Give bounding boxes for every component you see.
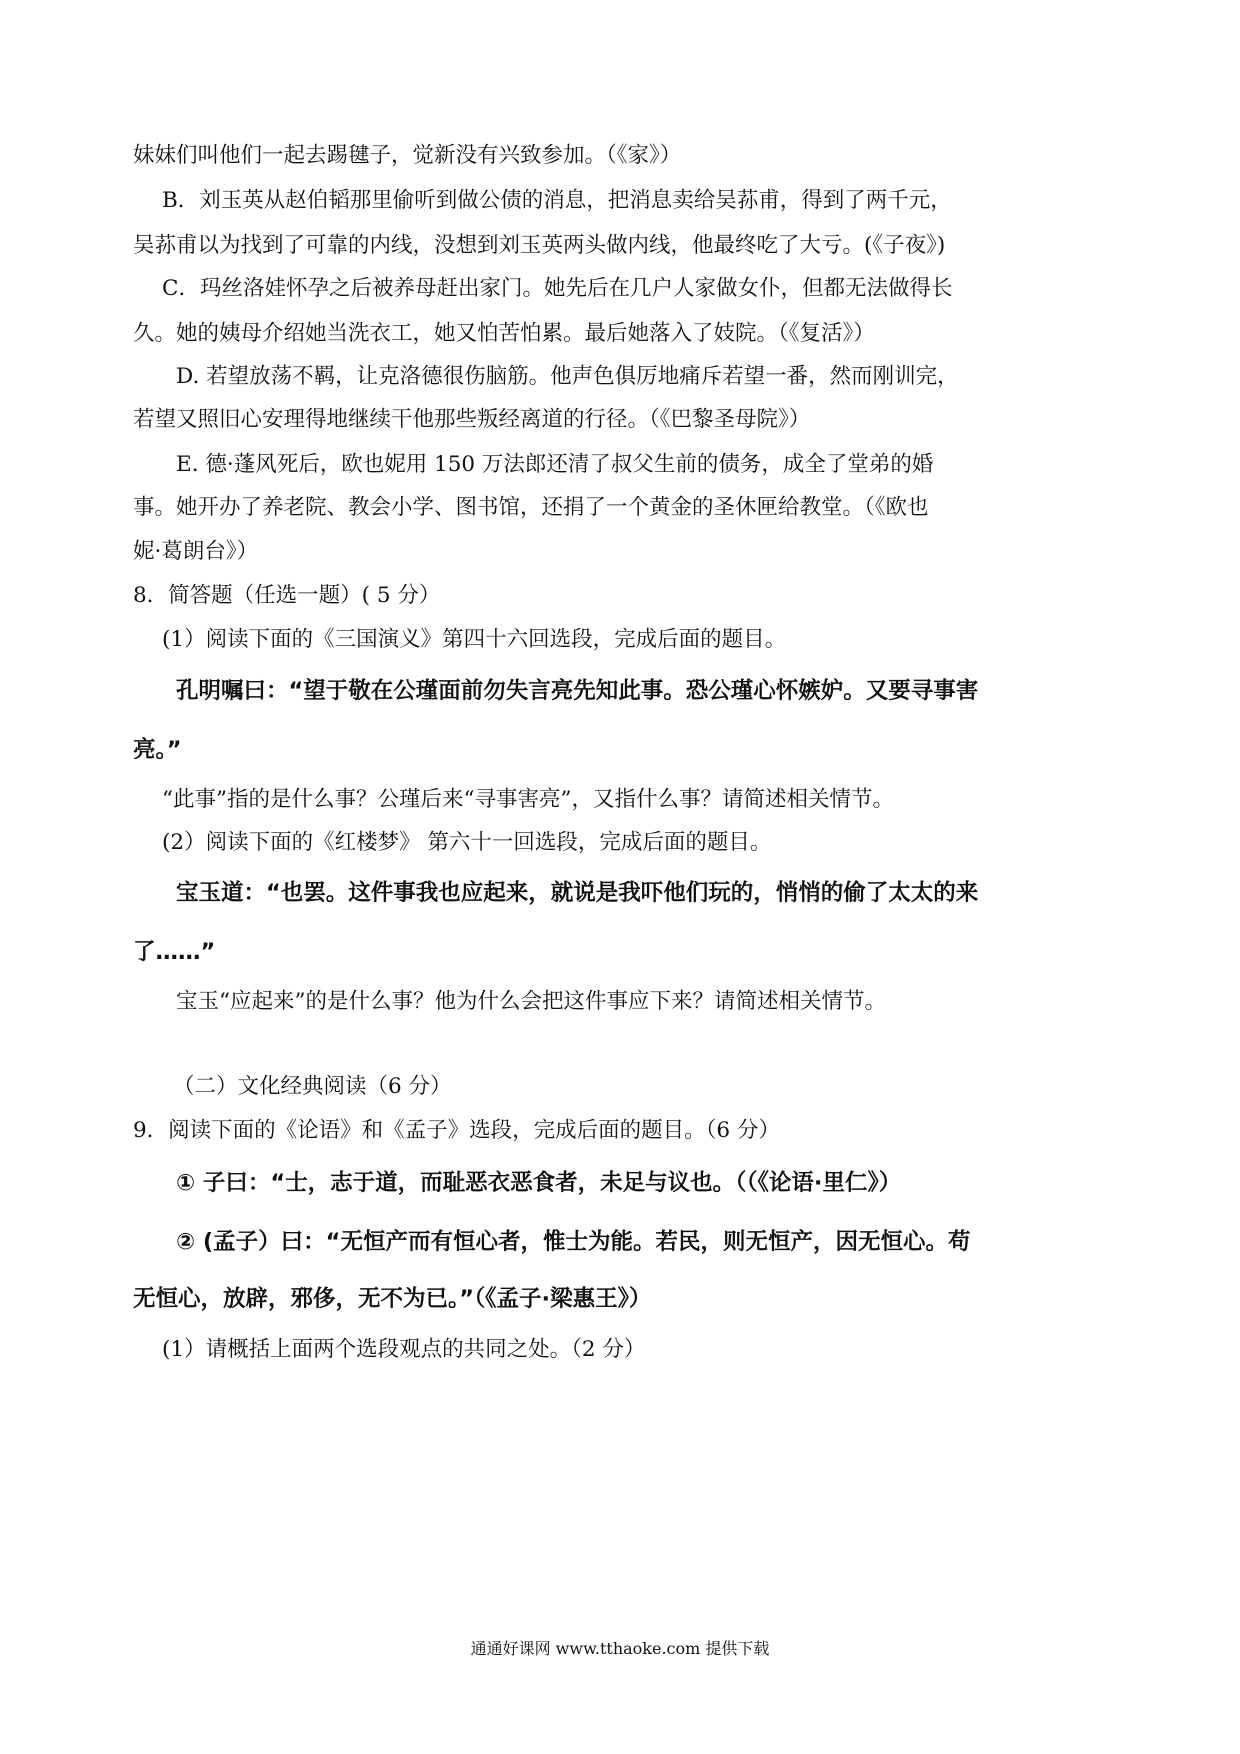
text-line: 久。她的姨母介绍她当洗衣工，她又怕苦怕累。最后她落入了妓院。（《复活》）	[133, 321, 875, 346]
text-line: E. 德·蓬风死后，欧也妮用 150 万法郎还清了叔父生前的债务，成全了堂弟的婚	[176, 452, 934, 477]
quote-line: 孔明嘱曰：“望于敬在公瑾面前勿失言亮先知此事。恐公瑾心怀嫉妒。又要寻事害	[176, 678, 979, 704]
quote-line: ① 子曰：“士，志于道，而耻恶衣恶食者，未足与议也。（（《论语·里仁》）	[176, 1170, 902, 1196]
page-footer: 通通好课网 www.tthaoke.com 提供下载	[470, 1639, 770, 1658]
text-line: D. 若望放荡不羁，让克洛德很伤脑筋。他声色俱厉地痛斥若望一番，然而刚训完，	[176, 364, 959, 389]
text-line: (2）阅读下面的《红楼梦》 第六十一回选段，完成后面的题目。	[162, 830, 772, 855]
text-line: 事。她开办了养老院、教会小学、图书馆，还捐了一个黄金的圣休匣给教堂。（《欧也	[133, 495, 929, 520]
quote-line: 了……”	[133, 939, 216, 965]
text-line: C．玛丝洛娃怀孕之后被养母赶出家门。她先后在几户人家做女仆，但都无法做得长	[162, 276, 953, 301]
question-heading: 8．简答题（任选一题）( 5 分）	[133, 583, 441, 608]
text-line: 若望又照旧心安理得地继续干他那些叛经离道的行径。（《巴黎圣母院》）	[133, 407, 811, 432]
quote-line: 无恒心，放辟，邪侈，无不为已。”（《孟子·梁惠王》）	[133, 1286, 652, 1312]
text-line: “此事”指的是什么事？公瑾后来“寻事害亮”，又指什么事？请简述相关情节。	[162, 787, 894, 812]
text-line: 妮·葛朗台》）	[133, 539, 259, 564]
text-line: 吴荪甫以为找到了可靠的内线，没想到刘玉英两头做内线，他最终吃了大亏。(《子夜》)	[133, 233, 946, 258]
quote-line: 宝玉道：“也罢。这件事我也应起来，就说是我吓他们玩的，悄悄的偷了太太的来	[176, 880, 979, 906]
quote-line: 亮。”	[133, 737, 182, 763]
text-line: B．刘玉英从赵伯韬那里偷听到做公债的消息，把消息卖给吴荪甫，得到了两千元，	[162, 188, 952, 213]
text-line: (1）请概括上面两个选段观点的共同之处。（2 分）	[162, 1337, 646, 1362]
text-line: (1）阅读下面的《三国演义》第四十六回选段，完成后面的题目。	[162, 627, 787, 652]
quote-line: ② (孟子）曰：“无恒产而有恒心者，惟士为能。若民，则无恒产，因无恒心。苟	[176, 1229, 971, 1255]
text-line: 宝玉“应起来”的是什么事？他为什么会把这件事应下来？请简述相关情节。	[176, 989, 886, 1014]
section-heading: （二）文化经典阅读（6 分）	[173, 1074, 452, 1099]
text-line: 妹妹们叫他们一起去踢毽子，觉新没有兴致参加。（《家》）	[133, 143, 682, 168]
question-heading: 9．阅读下面的《论语》和《孟子》选段，完成后面的题目。（6 分）	[133, 1118, 780, 1143]
